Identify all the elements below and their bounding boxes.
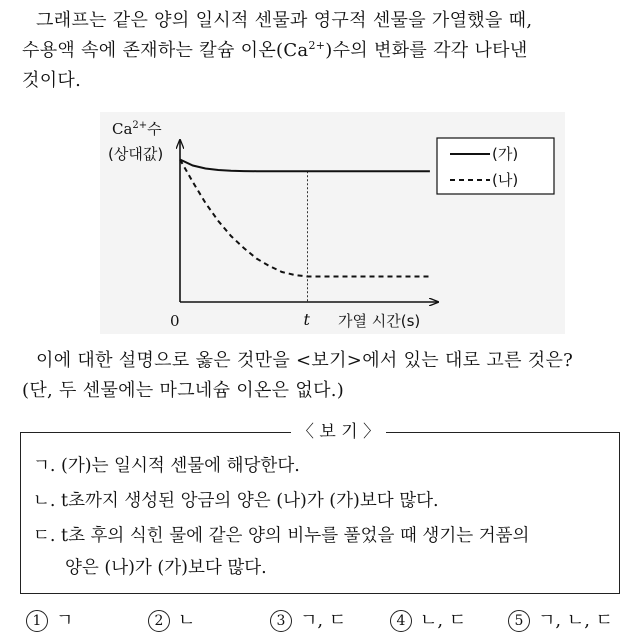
choice-5-text: ㄱ, ㄴ, ㄷ	[538, 610, 614, 631]
intro-line-2-a: 수용액 속에 존재하는 칼슘 이온(Ca	[22, 40, 309, 61]
bogi-box	[20, 422, 620, 594]
choice-5-number: 5	[508, 610, 530, 632]
bogi-item-3-continued: 양은 (나)가 (가)보다 많다.	[65, 558, 267, 578]
legend	[437, 138, 554, 194]
legend-na-label: (나)	[492, 171, 519, 189]
choice-1-number: 1	[26, 610, 48, 632]
origin-label: 0	[170, 312, 180, 330]
choice-2[interactable]	[148, 606, 195, 636]
choice-2-text: ㄴ	[178, 610, 196, 631]
bogi-title: 〈 보 기 〉	[291, 420, 386, 444]
y-axis-label-line2: (상대값)	[108, 145, 164, 163]
t-tick-label: t	[303, 310, 310, 329]
intro-line-1: 그래프는 같은 양의 일시적 센물과 영구적 센물을 가열했을 때,	[36, 10, 533, 31]
question-paragraph	[22, 346, 634, 406]
choice-1[interactable]	[26, 606, 73, 636]
choice-4[interactable]	[390, 606, 466, 636]
series-ga-line	[180, 160, 430, 172]
choice-3-number: 3	[270, 610, 292, 632]
question-line-1: 이에 대한 설명으로 옳은 것만을 <보기>에서 있는 대로 고른 것은?	[36, 350, 574, 371]
y-axis-label-line1: $Ca^{2+}$수	[112, 120, 162, 138]
series-na-line	[180, 160, 430, 277]
bogi-item-3: ㄷ. t초 후의 식힌 물에 같은 양의 비누를 풀었을 때 생기는 거품의	[33, 526, 530, 546]
choice-1-text: ㄱ	[56, 610, 74, 631]
choice-5[interactable]	[508, 606, 613, 636]
answer-choices	[26, 606, 626, 636]
bogi-item-2: ㄴ. t초까지 생성된 앙금의 양은 (나)가 (가)보다 많다.	[33, 491, 439, 511]
question-line-2: (단, 두 센물에는 마그네슘 이온은 없다.)	[22, 380, 345, 401]
choice-4-number: 4	[390, 610, 412, 632]
intro-superscript: 2+	[308, 39, 326, 52]
legend-ga-label: (가)	[492, 145, 519, 163]
bogi-item-1: ㄱ. (가)는 일시적 센물에 해당한다.	[33, 456, 300, 476]
choice-3[interactable]	[270, 606, 346, 636]
intro-line-2	[22, 36, 634, 66]
intro-line-3: 것이다.	[22, 70, 82, 91]
chart-area	[100, 112, 565, 334]
intro-paragraph	[22, 6, 634, 96]
choice-4-text: ㄴ, ㄷ	[420, 610, 467, 631]
x-axis-label: 가열 시간(s)	[338, 312, 421, 330]
line-chart	[100, 112, 565, 334]
choice-3-text: ㄱ, ㄷ	[300, 610, 347, 631]
choice-2-number: 2	[148, 610, 170, 632]
intro-line-2-b: )수의 변화를 각각 나타낸	[325, 40, 528, 61]
